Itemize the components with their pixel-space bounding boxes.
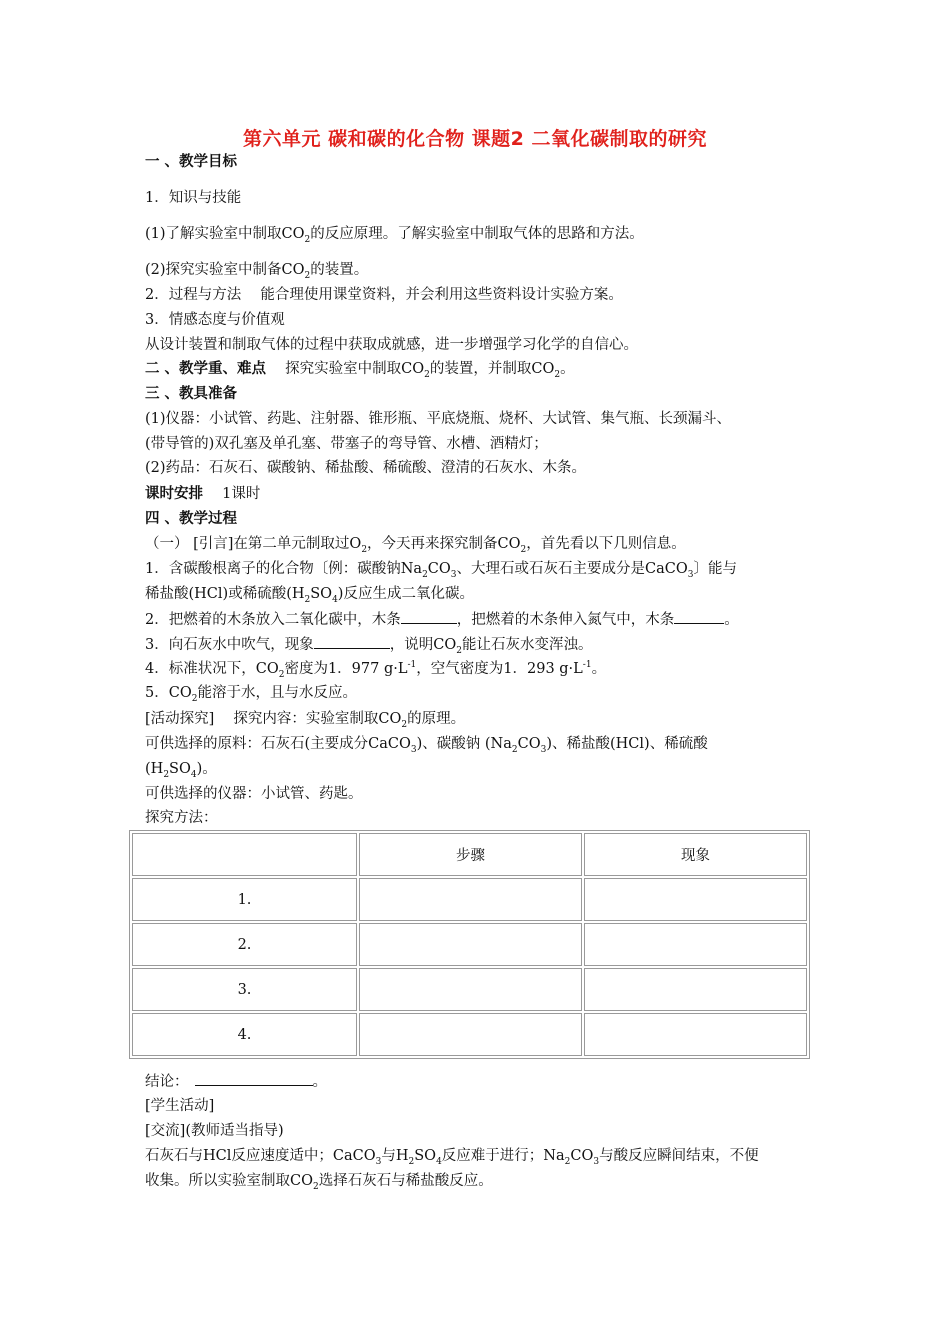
section-heading-tools: 三 、教具准备: [145, 386, 238, 402]
table-row: [132, 878, 807, 921]
step-cell[interactable]: [359, 878, 582, 921]
info-1-line-1: 1．含碳酸根离子的化合物〔例：碳酸钠$Na_2CO_3$、大理石或石灰石主要成分是CaCO$_3$〕能与: [145, 561, 737, 580]
phenomenon-cell[interactable]: [584, 1013, 807, 1056]
info-1-line-2: 稀盐酸(HCl)或稀硫酸$(H_2SO_4)$反应生成二氧化碳。: [145, 586, 474, 605]
goal-process: 2．过程与方法 能合理使用课堂资料，并会利用这些资料设计实验方案。: [145, 287, 623, 303]
summary-line-1: 石灰石与HCl反应速度适中；CaCO$_3$与$H_2SO_4$反应难于进行；$Na_2CO_3$与酸反应瞬间结束，不便: [145, 1148, 759, 1167]
row-number: 4.: [132, 1013, 357, 1056]
student-activity: [学生活动]: [145, 1098, 215, 1114]
info-3: 3．向石灰水中吹气，现象 ，说明$CO_2$能让石灰水变浑浊。: [145, 634, 592, 655]
method-line: 探究方法：: [145, 810, 218, 826]
info-4: 4．标准状况下，$CO_2$密度为1．977 $g\cdot L^{-1}$，空气密度为1．293 $g\cdot L^{-1}$。: [145, 660, 607, 680]
tools-line-1: (1)仪器：小试管、药匙、注射器、锥形瓶、平底烧瓶、烧杯、大试管、集气瓶、长颈漏斗、: [145, 411, 732, 427]
table-row: [132, 923, 807, 966]
summary-line-2: 收集。所以实验室制取$CO_2$选择石灰石与稀盐酸反应。: [145, 1173, 493, 1192]
answer-blank[interactable]: [195, 1071, 313, 1086]
activity-line: [活动探究] 探究内容：实验室制取$CO_2$的原理。: [145, 711, 466, 730]
answer-blank[interactable]: [674, 609, 724, 624]
answer-blank[interactable]: [314, 634, 390, 649]
page-title: 第六单元 碳和碳的化合物 课题2 二氧化碳制取的研究: [242, 128, 708, 150]
goal-knowledge-2: (2)探究实验室中制备$CO_2$的装置。: [145, 262, 369, 281]
materials-line-1: 可供选择的原料：石灰石(主要成分CaCO$_3$)、碳酸钠 $(Na_2CO_3)$、稀盐酸(HCl)、稀硫酸: [145, 736, 708, 755]
table-header-steps: 步骤: [359, 833, 582, 876]
method-table: [129, 830, 810, 1059]
phenomenon-cell[interactable]: [584, 878, 807, 921]
goal-knowledge-1: (1)了解实验室中制取$CO_2$的反应原理。了解实验室中制取气体的思路和方法。: [145, 226, 644, 245]
drugs-line: (2)药品：石灰石、碳酸钠、稀盐酸、稀硫酸、澄清的石灰水、木条。: [145, 460, 587, 476]
row-number: 3.: [132, 968, 357, 1011]
exchange-line: [交流](教师适当指导): [145, 1123, 284, 1139]
table-header-row: [132, 833, 807, 876]
goal-attitude-text: 从设计装置和制取气体的过程中获取成就感，进一步增强学习化学的自信心。: [145, 337, 638, 353]
table-row: [132, 968, 807, 1011]
class-hours: 课时安排 1课时: [145, 486, 261, 502]
step-cell[interactable]: [359, 923, 582, 966]
section-heading-process: 四 、教学过程: [145, 511, 238, 527]
instruments-line: 可供选择的仪器：小试管、药匙。: [145, 786, 363, 802]
goal-attitude: 3．情感态度与价值观: [145, 312, 285, 328]
info-5: 5．$CO_2$能溶于水，且与水反应。: [145, 685, 357, 704]
info-2: 2．把燃着的木条放入二氧化碳中，木条 ，把燃着的木条伸入氮气中，木条 。: [145, 609, 739, 630]
step-cell[interactable]: [359, 1013, 582, 1056]
phenomenon-cell[interactable]: [584, 923, 807, 966]
phenomenon-cell[interactable]: [584, 968, 807, 1011]
section-heading-goals: 一 、教学目标: [145, 154, 238, 170]
step-cell[interactable]: [359, 968, 582, 1011]
table-header-cell: [132, 833, 357, 876]
table-header-phenomenon: 现象: [584, 833, 807, 876]
materials-line-2: $(H_2SO_4)$。: [145, 761, 217, 780]
tools-line-2: (带导管的)双孔塞及单孔塞、带塞子的弯导管、水槽、酒精灯；: [145, 436, 548, 452]
table-row: [132, 1013, 807, 1056]
conclusion-line: 结论： 。: [145, 1071, 327, 1092]
section-key-points: 二 、教学重、难点 探究实验室中制取$CO_2$的装置，并制取$CO_2$。: [145, 361, 575, 380]
intro-line: （一） [引言]在第二单元制取过$O_2$，今天再来探究制备$CO_2$，首先看以下几则信息。: [145, 536, 686, 555]
row-number: 2.: [132, 923, 357, 966]
answer-blank[interactable]: [401, 609, 457, 624]
row-number: 1.: [132, 878, 357, 921]
goal-knowledge: 1．知识与技能: [145, 190, 242, 206]
